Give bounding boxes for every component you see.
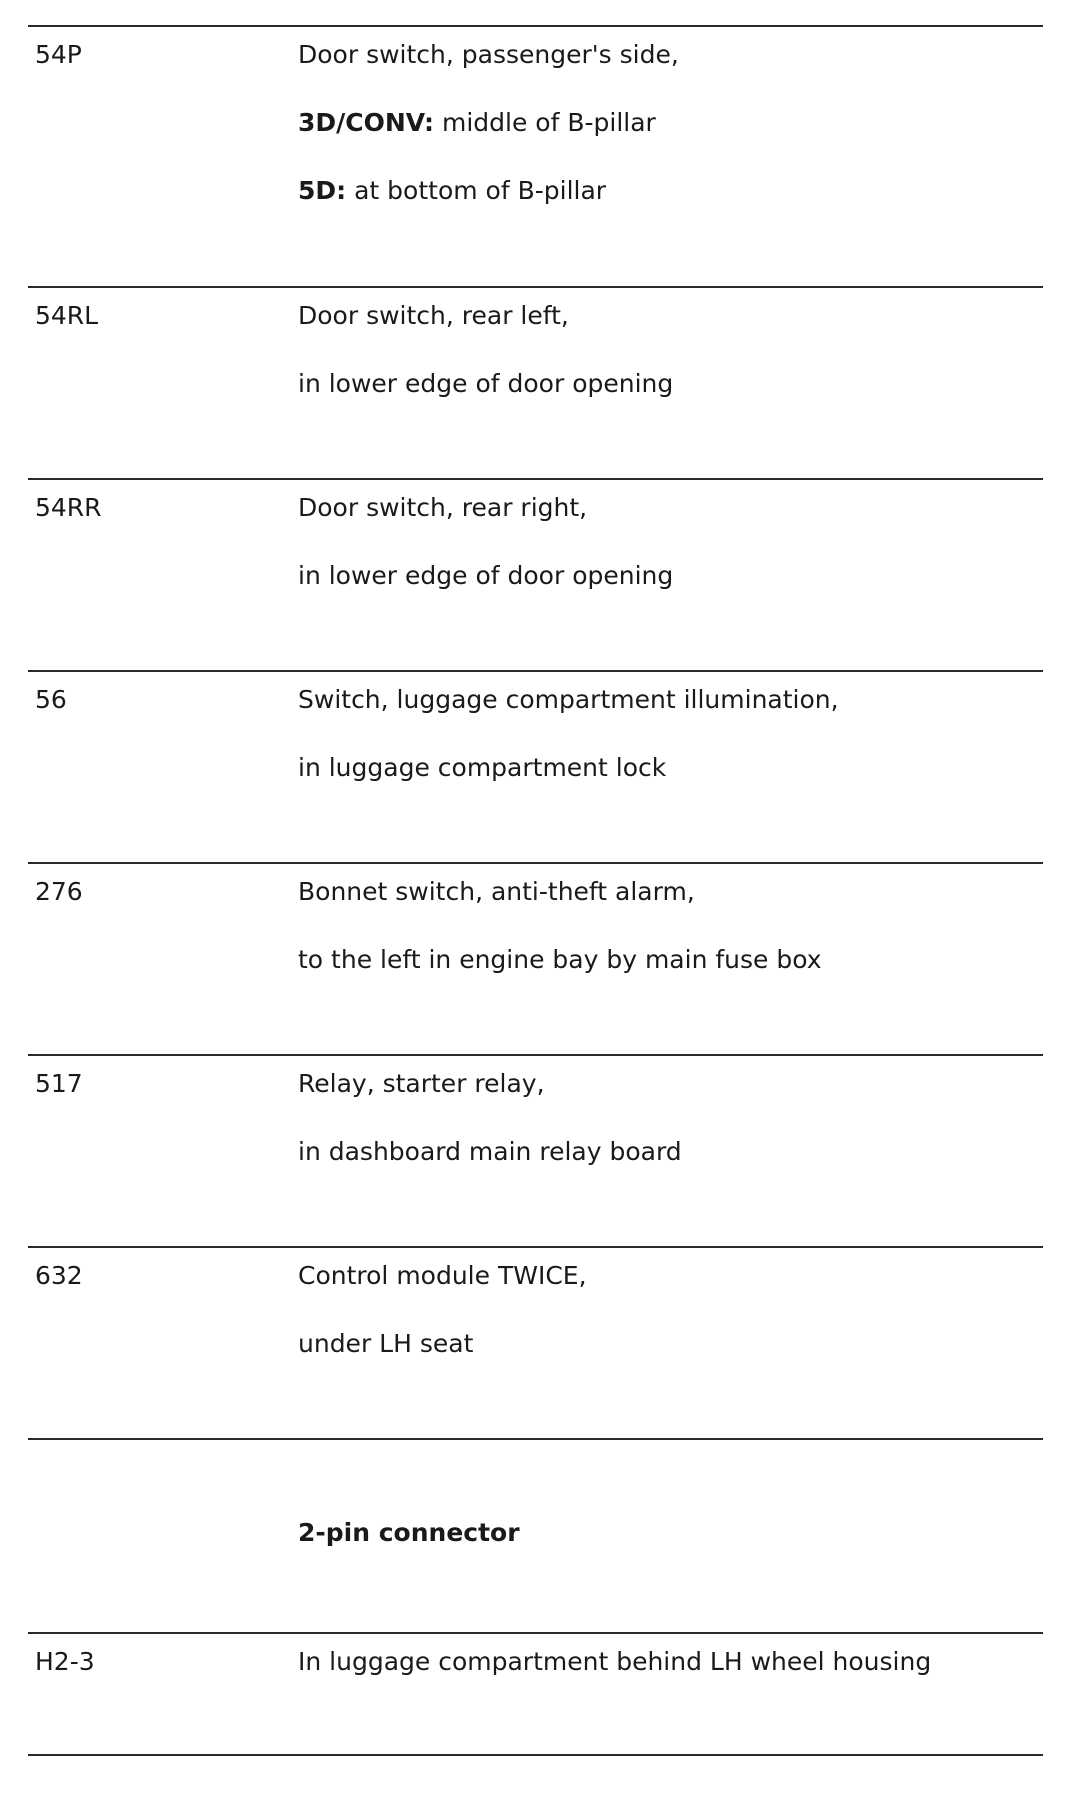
divider	[28, 862, 1043, 864]
component-code: 632	[35, 1261, 83, 1290]
component-description: Switch, luggage compartment illumination,	[298, 685, 839, 714]
component-description: Door switch, passenger's side,	[298, 40, 679, 69]
divider	[28, 1754, 1043, 1756]
component-location: under LH seat	[298, 1329, 474, 1358]
component-location: In luggage compartment behind LH wheel housing	[298, 1647, 932, 1676]
component-code: 56	[35, 685, 67, 714]
section-heading: 2-pin connector	[298, 1518, 520, 1547]
component-description: Relay, starter relay,	[298, 1069, 545, 1098]
component-description: Bonnet switch, anti-theft alarm,	[298, 877, 695, 906]
component-code: 54RL	[35, 301, 99, 330]
component-code: 276	[35, 877, 83, 906]
component-description: Door switch, rear right,	[298, 493, 588, 522]
component-location: in luggage compartment lock	[298, 753, 667, 782]
variant-location: middle of B-pillar	[434, 108, 656, 137]
divider	[28, 25, 1043, 27]
component-description: Control module TWICE,	[298, 1261, 587, 1290]
divider	[28, 286, 1043, 288]
component-location	[298, 108, 656, 138]
component-location: in dashboard main relay board	[298, 1137, 682, 1166]
component-code: 54P	[35, 40, 82, 69]
component-location	[298, 176, 606, 206]
variant-label: 3D/CONV:	[298, 108, 435, 137]
divider	[28, 478, 1043, 480]
divider	[28, 1438, 1043, 1440]
component-location: in lower edge of door opening	[298, 561, 674, 590]
divider	[28, 1632, 1043, 1634]
variant-label: 5D:	[298, 176, 347, 205]
variant-location: at bottom of B-pillar	[346, 176, 607, 205]
component-code: H2-3	[35, 1647, 95, 1676]
component-location: in lower edge of door opening	[298, 369, 674, 398]
divider	[28, 1054, 1043, 1056]
component-code: 517	[35, 1069, 83, 1098]
divider	[28, 670, 1043, 672]
component-description: Door switch, rear left,	[298, 301, 569, 330]
component-location: to the left in engine bay by main fuse box	[298, 945, 822, 974]
component-code: 54RR	[35, 493, 102, 522]
divider	[28, 1246, 1043, 1248]
